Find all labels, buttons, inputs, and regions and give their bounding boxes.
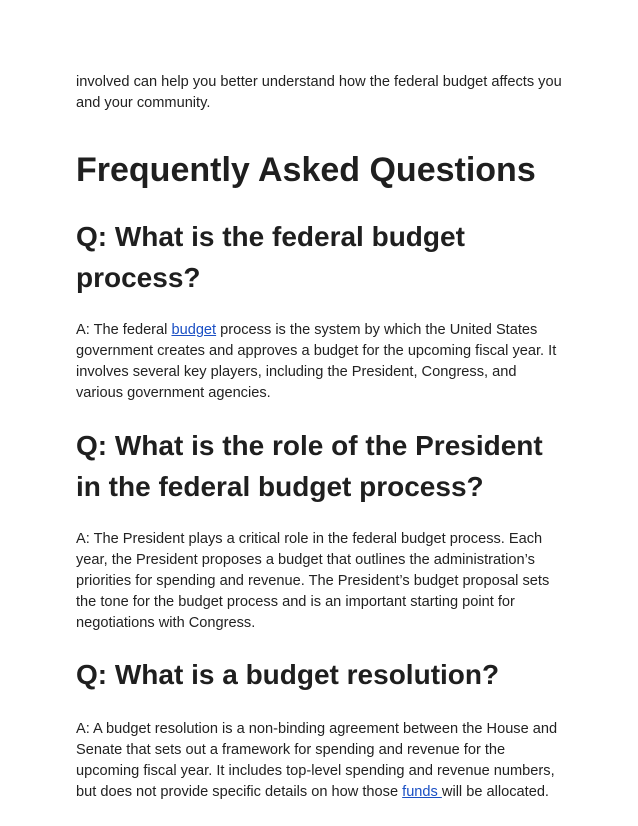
- page-title: Frequently Asked Questions: [76, 151, 536, 189]
- document-page: [76, 72, 566, 803]
- faq-question-3: Q: What is a budget resolution?: [76, 659, 500, 690]
- faq-question-2: Q: What is the role of the President in the federal budget process?: [76, 430, 543, 502]
- faq-answer-1: [76, 320, 566, 404]
- answer-1-text-end: process is the system by which the United States government creates and approves a budget for the upcoming fiscal year. It involves several key players, including the President, Congress, and various government agencies.: [76, 322, 557, 401]
- faq-answer-3: [76, 719, 566, 803]
- answer-1-text-start: A: The federal: [76, 322, 172, 338]
- faq-question-1: Q: What is the federal budget process?: [76, 221, 465, 293]
- answer-3-text-end: will be allocated.: [441, 784, 549, 800]
- answer-3-text-start: A: A budget resolution is a non-binding agreement between the House and Senate that sets out a framework for spending and revenue for the upcoming fiscal year. It includes top-level spending and revenue numbers, but does not provide specific details on how those: [76, 721, 558, 800]
- intro-paragraph: involved can help you better understand how the federal budget affects you and your community.: [76, 74, 562, 111]
- budget-link[interactable]: budget: [171, 322, 217, 338]
- faq-answer-2: A: The President plays a critical role in the federal budget process. Each year, the President proposes a budget that outlines the administration’s priorities for spending and revenue. The President’s budget proposal sets the tone for the budget process and is an important starting point for negotiations with Congress.: [76, 531, 550, 631]
- funds-link[interactable]: funds: [402, 784, 442, 800]
